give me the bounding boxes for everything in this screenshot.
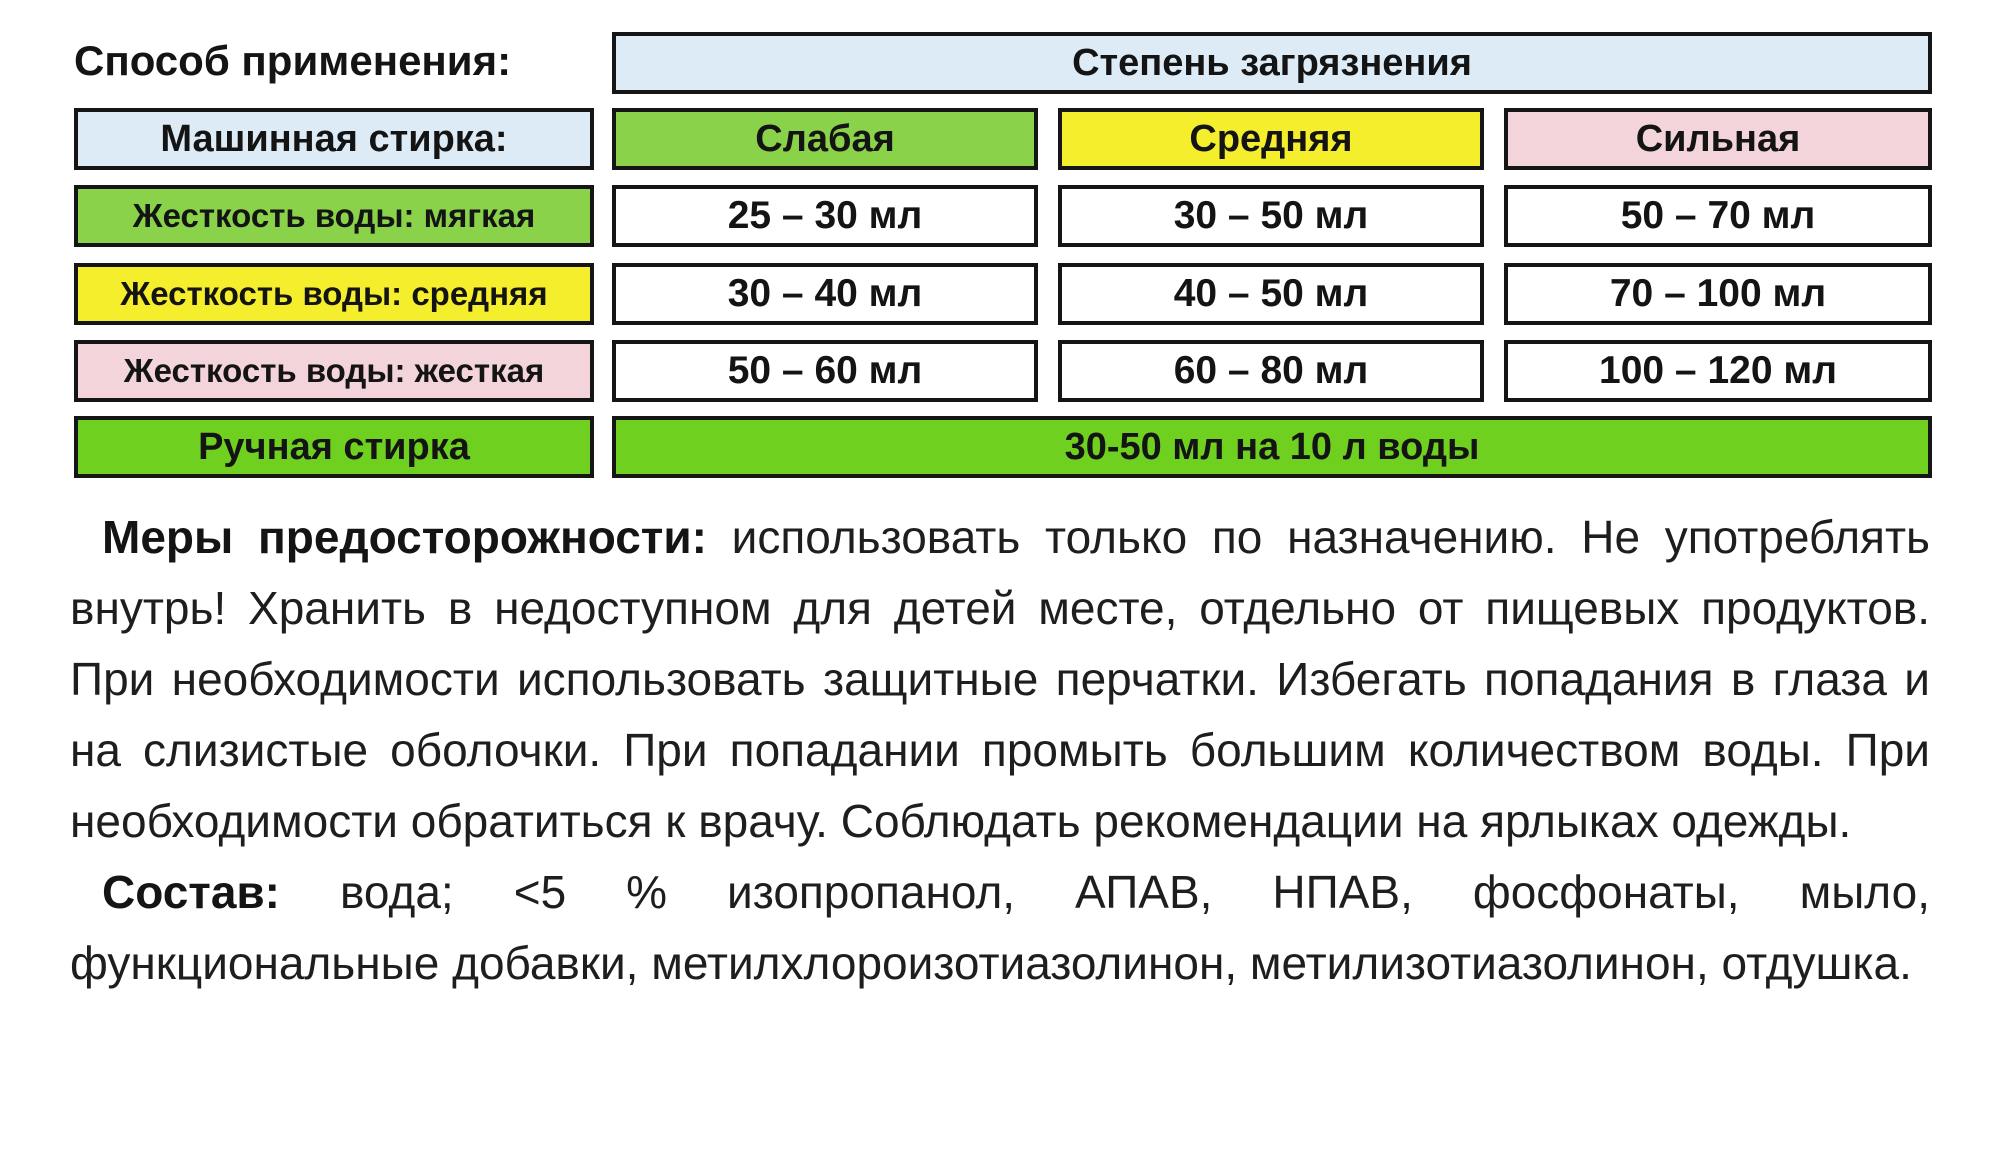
hand-wash-label: Ручная стирка (74, 416, 594, 478)
dose-medium-weak: 30 – 40 мл (612, 263, 1038, 325)
hand-wash-dose: 30-50 мл на 10 л воды (612, 416, 1932, 478)
dose-soft-weak: 25 – 30 мл (612, 185, 1038, 247)
dose-soft-strong: 50 – 70 мл (1504, 185, 1932, 247)
instructions-text (70, 502, 1930, 999)
level-strong: Сильная (1504, 108, 1932, 170)
method-label: Способ применения: (74, 37, 512, 84)
row-label-hard-water: Жесткость воды: жесткая (74, 340, 594, 402)
level-medium: Средняя (1058, 108, 1484, 170)
composition-title: Состав: (102, 866, 281, 918)
row-label-soft-water: Жесткость воды: мягкая (74, 185, 594, 247)
dose-medium-medium: 40 – 50 мл (1058, 263, 1484, 325)
dose-hard-strong: 100 – 120 мл (1504, 340, 1932, 402)
dose-medium-strong: 70 – 100 мл (1504, 263, 1932, 325)
pollution-degree-header: Степень загрязнения (612, 32, 1932, 94)
machine-wash-label: Машинная стирка: (74, 108, 594, 170)
precautions-title: Меры предосторожности: (102, 511, 707, 563)
level-weak: Слабая (612, 108, 1038, 170)
composition-text: вода; <5 % изопропанол, АПАВ, НПАВ, фосфонаты, мыло, функциональные добавки, метилхлороизотиазолинон, метилизотиазолинон, отдушка. (70, 866, 1930, 989)
precautions-paragraph (70, 502, 1930, 857)
dose-soft-medium: 30 – 50 мл (1058, 185, 1484, 247)
dose-hard-weak: 50 – 60 мл (612, 340, 1038, 402)
dose-hard-medium: 60 – 80 мл (1058, 340, 1484, 402)
precautions-text: использовать только по назначению. Не употреблять внутрь! Хранить в недоступном для детей месте, отдельно от пищевых продуктов. При необходимости использовать защитные перчатки. Избегать попадания в глаза и на слизистые оболочки. При попадании промыть большим количеством воды. При необходимости обратиться к врачу. Соблюдать рекомендации на ярлыках одежды. (70, 511, 1930, 847)
row-label-medium-water: Жесткость воды: средняя (74, 263, 594, 325)
composition-paragraph (70, 857, 1930, 999)
